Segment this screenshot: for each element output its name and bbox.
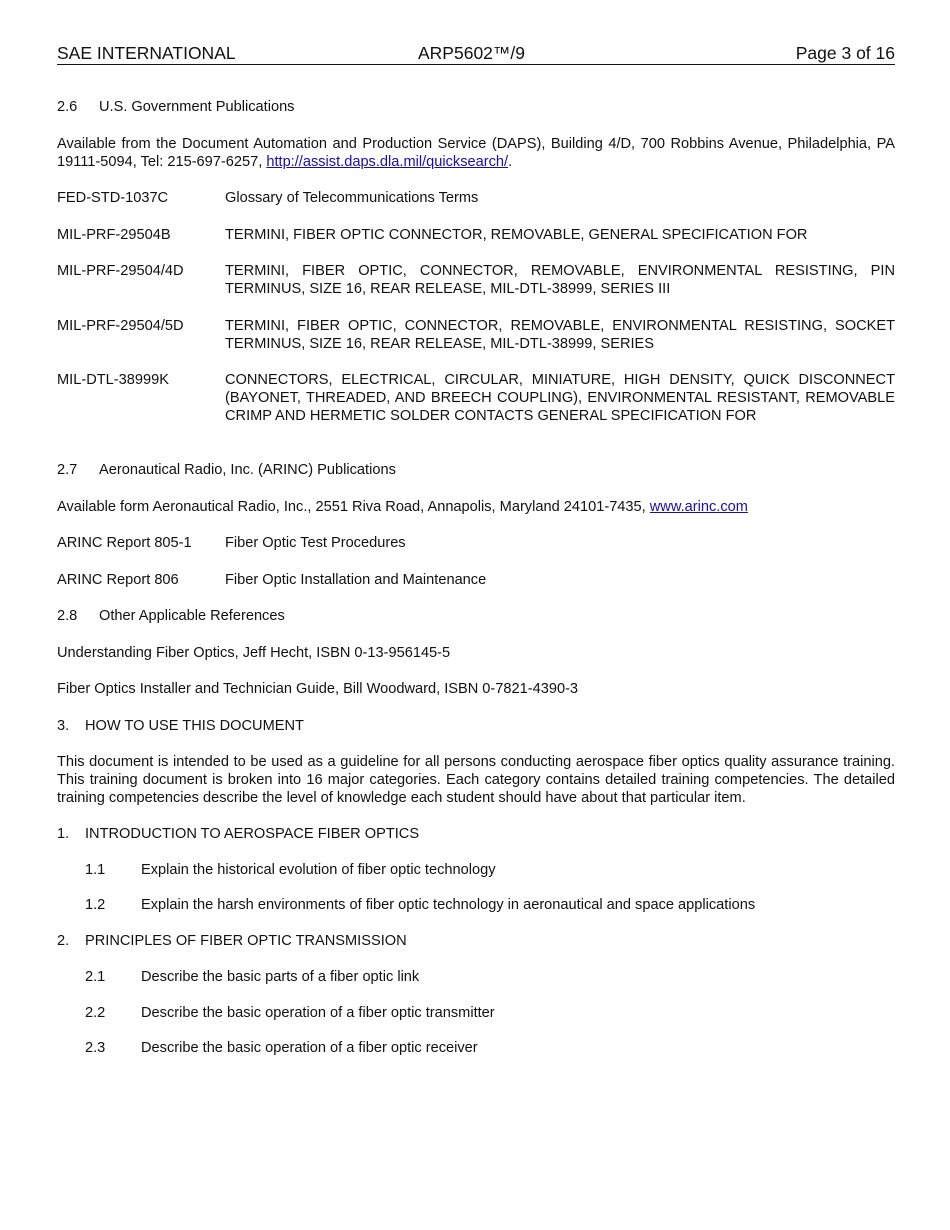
competency-item <box>85 896 895 914</box>
section-title: Other Applicable References <box>99 608 285 624</box>
reference-code: ARINC Report 806 <box>57 572 179 588</box>
section-number: 3. <box>57 718 70 734</box>
competency-item <box>85 861 895 879</box>
category-number: 1. <box>57 826 70 842</box>
reference-title: Fiber Optic Installation and Maintenance <box>225 572 487 588</box>
daps-link[interactable]: http://assist.daps.dla.mil/quicksearch/ <box>266 154 509 170</box>
header-doc-id: ARP5602™/9 <box>418 43 526 63</box>
availability-text: Available form Aeronautical Radio, Inc., 2551 Riva Road, Annapolis, Maryland 24101-7435, <box>57 499 650 515</box>
competency-number: 1.2 <box>85 897 106 913</box>
reference-title: CONNECTORS, ELECTRICAL, CIRCULAR, MINIATURE, HIGH DENSITY, QUICK DISCONNECT (BAYONET, THREADED, AND BREECH COUPLING), ENVIRONMENTAL RESISTANT, REMOVABLE CRIMP AND HERMETIC SOLDER CONTACTS GENERAL SPECIFICATION FOR <box>225 372 895 424</box>
category-title: INTRODUCTION TO AEROSPACE FIBER OPTICS <box>85 826 420 842</box>
competency-text: Describe the basic parts of a fiber optic link <box>141 969 420 985</box>
category-2-heading <box>57 932 895 950</box>
competency-number: 2.1 <box>85 969 106 985</box>
reference-row <box>57 226 895 244</box>
competency-number: 1.1 <box>85 862 106 878</box>
availability-text: Available from the Document Automation and Production Service (DAPS), Building 4/D, 700 Robbins Avenue, Philadelphia, PA 19111-5094, Tel: 215-697-6257, <box>57 136 895 170</box>
reference-row <box>57 189 895 207</box>
reference-row <box>57 317 895 353</box>
reference-row <box>57 571 895 589</box>
reference-code: ARINC Report 805-1 <box>57 535 192 551</box>
reference-title: Fiber Optic Test Procedures <box>225 535 406 551</box>
availability-end: . <box>508 154 513 170</box>
reference-code: MIL-PRF-29504B <box>57 227 171 243</box>
competency-text: Explain the historical evolution of fiber optic technology <box>141 862 496 878</box>
reference-title: TERMINI, FIBER OPTIC CONNECTOR, REMOVABLE, GENERAL SPECIFICATION FOR <box>225 227 808 243</box>
page-header <box>57 43 895 65</box>
reference-row <box>57 371 895 425</box>
other-reference: Fiber Optics Installer and Technician Guide, Bill Woodward, ISBN 0-7821-4390-3 <box>57 681 579 697</box>
section-3-body: This document is intended to be used as a guideline for all persons conducting aerospace fiber optics quality assurance training. This training document is broken into 16 major categories. Each category contains detailed training competencies. The detailed training competencies describe the level of knowledge each student should have about that particular item. <box>57 754 895 806</box>
competency-number: 2.2 <box>85 1005 106 1021</box>
category-title: PRINCIPLES OF FIBER OPTIC TRANSMISSION <box>85 933 407 949</box>
reference-code: FED-STD-1037C <box>57 190 169 206</box>
section-number: 2.8 <box>57 608 78 624</box>
reference-title: Glossary of Telecommunications Terms <box>225 190 479 206</box>
category-number: 2. <box>57 933 70 949</box>
competency-text: Describe the basic operation of a fiber optic transmitter <box>141 1005 495 1021</box>
other-reference: Understanding Fiber Optics, Jeff Hecht, ISBN 0-13-956145-5 <box>57 645 451 661</box>
section-2-6-heading <box>57 98 895 116</box>
section-3-heading <box>57 717 895 735</box>
reference-code: MIL-PRF-29504/4D <box>57 263 184 279</box>
reference-code: MIL-PRF-29504/5D <box>57 318 184 334</box>
reference-title: TERMINI, FIBER OPTIC, CONNECTOR, REMOVABLE, ENVIRONMENTAL RESISTING, SOCKET TERMINUS, SIZE 16, REAR RELEASE, MIL-DTL-38999, SERIES <box>225 318 895 352</box>
reference-title: TERMINI, FIBER OPTIC, CONNECTOR, REMOVABLE, ENVIRONMENTAL RESISTING, PIN TERMINUS, SIZE 16, REAR RELEASE, MIL-DTL-38999, SERIES III <box>225 263 895 297</box>
reference-code: MIL-DTL-38999K <box>57 372 169 388</box>
section-2-8-heading <box>57 607 895 625</box>
competency-text: Explain the harsh environments of fiber optic technology in aeronautical and space applications <box>141 897 756 913</box>
reference-row <box>57 534 895 552</box>
category-1-heading <box>57 825 895 843</box>
section-2-7-availability <box>57 498 895 516</box>
competency-item <box>85 1039 895 1057</box>
section-2-7-heading <box>57 461 895 479</box>
section-title: HOW TO USE THIS DOCUMENT <box>85 718 304 734</box>
section-number: 2.6 <box>57 99 78 115</box>
header-org: SAE INTERNATIONAL <box>57 43 236 63</box>
section-2-6-availability <box>57 135 895 171</box>
competency-item <box>85 1004 895 1022</box>
section-title: U.S. Government Publications <box>99 99 295 115</box>
competency-item <box>85 968 895 986</box>
section-title: Aeronautical Radio, Inc. (ARINC) Publications <box>99 462 396 478</box>
reference-row <box>57 262 895 298</box>
competency-number: 2.3 <box>85 1040 106 1056</box>
header-page-number: Page 3 of 16 <box>795 43 895 63</box>
section-number: 2.7 <box>57 462 78 478</box>
arinc-link[interactable]: www.arinc.com <box>649 499 748 515</box>
competency-text: Describe the basic operation of a fiber optic receiver <box>141 1040 478 1056</box>
